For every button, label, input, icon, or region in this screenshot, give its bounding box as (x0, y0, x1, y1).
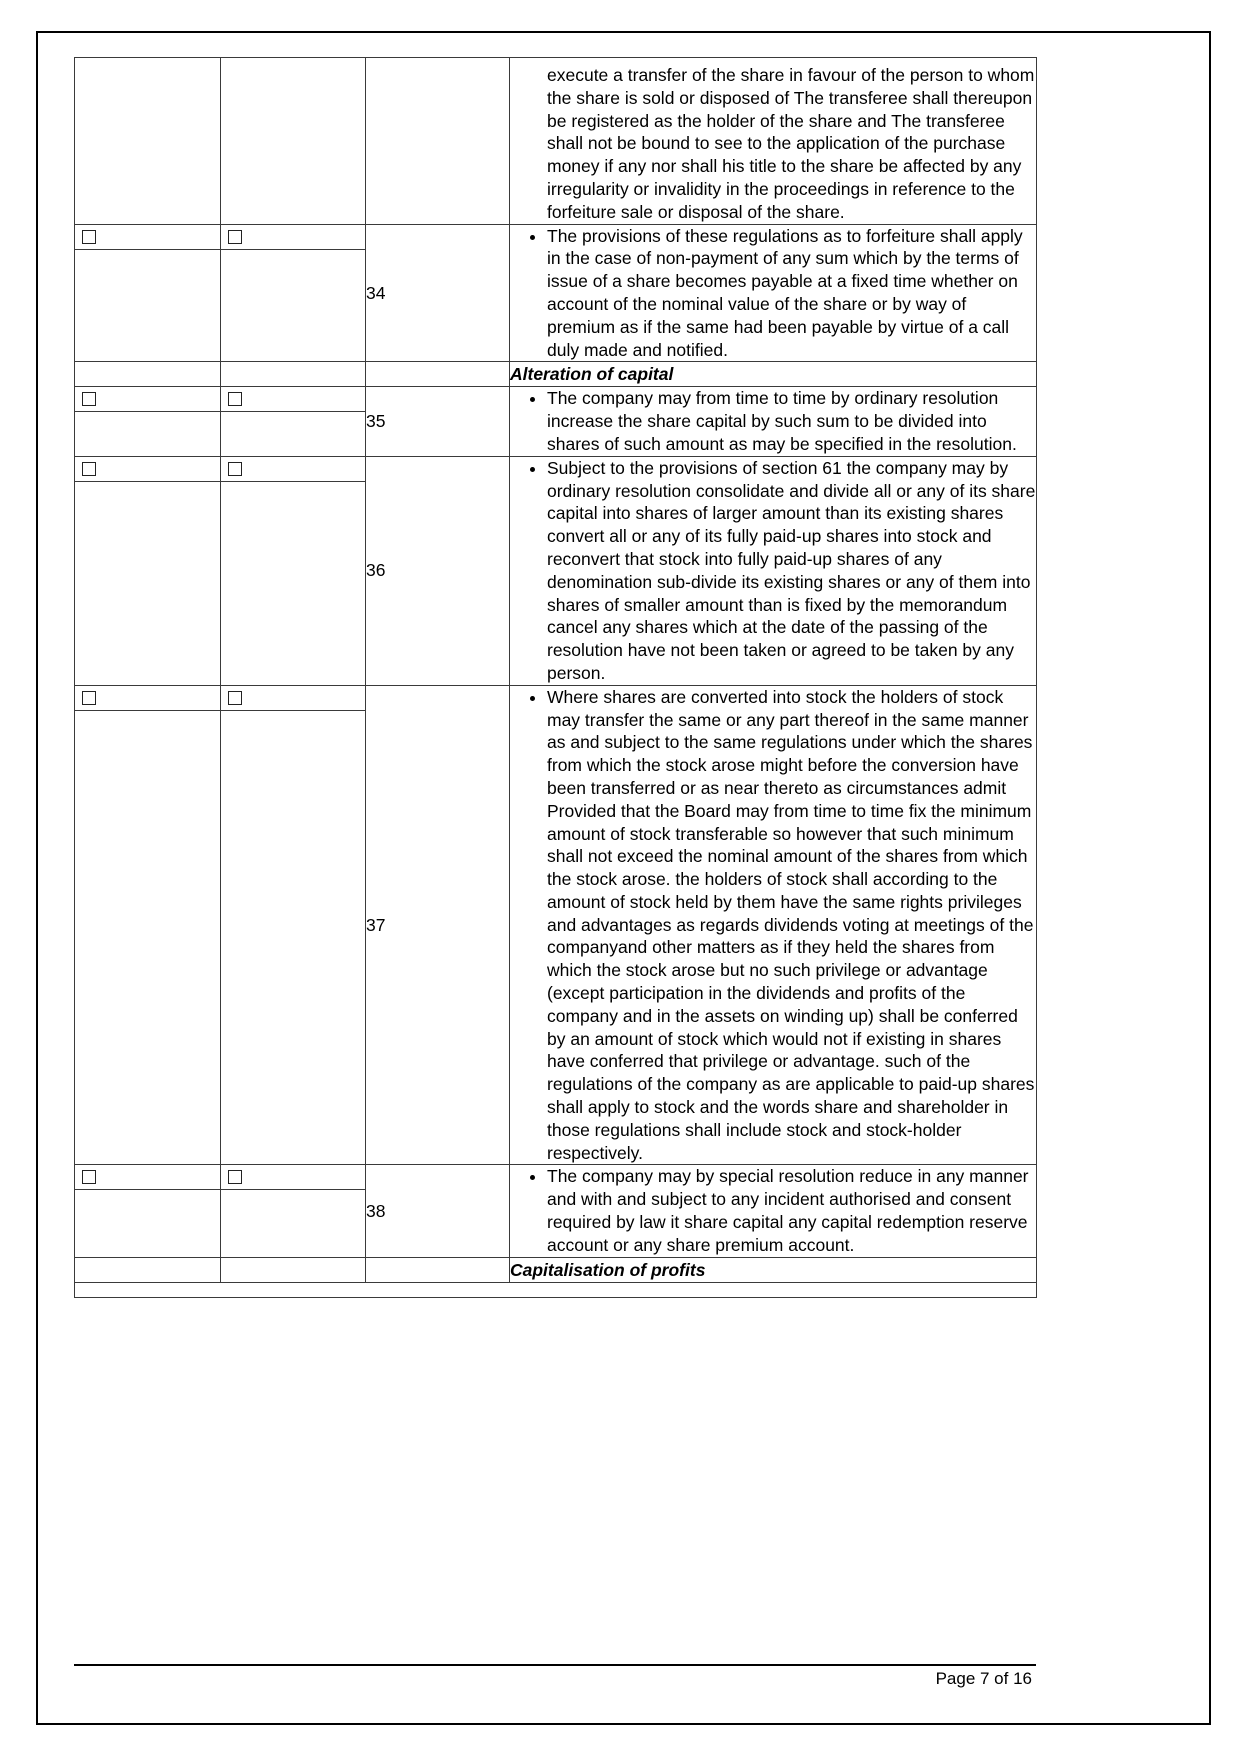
list-item: • Where shares are converted into stock the holders of stock may transfer the same or any part thereof in the same manner as and subject to the same regulations under which the shares from which the stock arose might before the conversion have been transferred or as near thereto as circumstances admit Provided that the Board may from time to time fix the minimum amount of stock transferable so however that such minimum shall not exceed the nominal amount of the shares from which the stock arose. the holders of stock shall according to the amount of stock held by them have the same rights privileges and advantages as regards dividends voting at meetings of the companyand other matters as if they held the shares from which the stock arose but no such privilege or advantage (except participation in the dividends and profits of the company and in the assets on winding up) shall be conferred by an amount of stock which would not if existing in shares have conferred that privilege or advantage. such of the regulations of the company as are applicable to paid-up shares shall apply to stock and the words share and shareholder in those regulations shall include stock and stock-holder respectively. (547, 686, 1036, 1165)
checkbox-cell-left (75, 362, 221, 387)
clause-text-cell (510, 685, 1037, 1165)
checkbox-icon[interactable] (82, 392, 96, 406)
table-row (75, 456, 1037, 685)
checkbox-icon[interactable] (82, 1170, 96, 1184)
articles-table (74, 57, 1037, 1298)
table-row (75, 1165, 1037, 1257)
clause-number: 38 (366, 1165, 510, 1257)
checkbox-band-left (75, 457, 220, 482)
clause-bullet-list (510, 1165, 1036, 1256)
checkbox-icon[interactable] (228, 462, 242, 476)
checkbox-cell-left (75, 1257, 221, 1282)
table-row (75, 224, 1037, 362)
clause-text-cell (510, 456, 1037, 685)
checkbox-cell-left (75, 685, 221, 1165)
checkbox-icon[interactable] (228, 691, 242, 705)
checkbox-icon[interactable] (82, 230, 96, 244)
checkbox-cell-right (221, 1165, 366, 1257)
checkbox-cell-left (75, 387, 221, 456)
page-footer (74, 1664, 1036, 1689)
table-row-spacer (75, 1282, 1037, 1297)
checkbox-icon[interactable] (228, 1170, 242, 1184)
clause-text-cell (510, 387, 1037, 456)
clause-bullet-list (510, 457, 1036, 685)
checkbox-band-left (75, 225, 220, 250)
list-item: • The company may by special resolution reduce in any manner and with and subject to any incident authorised and consent required by law it share capital any capital redemption reserve account or any share premium account. (547, 1165, 1036, 1256)
list-item: • The company may from time to time by ordinary resolution increase the share capital by such sum to be divided into shares of such amount as may be specified in the resolution. (547, 387, 1036, 455)
checkbox-cell-right (221, 685, 366, 1165)
checkbox-band-left (75, 1165, 220, 1190)
table-row (75, 1257, 1037, 1282)
checkbox-band-right (221, 457, 365, 482)
clause-number: 35 (366, 387, 510, 456)
checkbox-icon[interactable] (228, 230, 242, 244)
checkbox-cell-right (221, 387, 366, 456)
checkbox-icon[interactable] (228, 392, 242, 406)
checkbox-band-right (221, 686, 365, 711)
clause-number: 34 (366, 224, 510, 362)
clause-bullet-list (510, 387, 1036, 455)
checkbox-band-right (221, 1165, 365, 1190)
checkbox-band-right (221, 225, 365, 250)
checkbox-cell-left (75, 1165, 221, 1257)
checkbox-cell-right (221, 58, 366, 225)
checkbox-cell-right (221, 456, 366, 685)
checkbox-icon[interactable] (82, 691, 96, 705)
checkbox-cell-right (221, 224, 366, 362)
clause-bullet-list (510, 686, 1036, 1165)
checkbox-band-left (75, 686, 220, 711)
page-content (74, 57, 1036, 1298)
clause-number: 36 (366, 456, 510, 685)
clause-number: 37 (366, 685, 510, 1165)
checkbox-icon[interactable] (82, 462, 96, 476)
table-row (75, 387, 1037, 456)
clause-paragraph: execute a transfer of the share in favour of the person to whom the share is sold or disposed of The transferee shall thereupon be registered as the holder of the share and The transferee shall not be bound to see to the application of the purchase money if any nor shall his title to the share be affected by any irregularity or invalidity in the proceedings in reference to the forfeiture sale or disposal of the share. (547, 65, 1035, 222)
clause-number (366, 1257, 510, 1282)
clause-text-cell (510, 224, 1037, 362)
clause-number (366, 362, 510, 387)
table-row (75, 58, 1037, 225)
section-heading: Alteration of capital (510, 362, 1037, 387)
checkbox-cell-left (75, 224, 221, 362)
table-row (75, 685, 1037, 1165)
checkbox-band-right (221, 387, 365, 412)
checkbox-cell-right (221, 362, 366, 387)
clause-number (366, 58, 510, 225)
checkbox-cell-left (75, 58, 221, 225)
checkbox-cell-right (221, 1257, 366, 1282)
clause-bullet-list (510, 225, 1036, 362)
clause-text-cell (510, 1165, 1037, 1257)
section-heading: Capitalisation of profits (510, 1257, 1037, 1282)
list-item: • Subject to the provisions of section 61 the company may by ordinary resolution consolidate and divide all or any of its share capital into shares of larger amount than its existing shares convert all or any of its fully paid-up shares into stock and reconvert that stock into fully paid-up shares of any denomination sub-divide its existing shares or any of them into shares of smaller amount than is fixed by the memorandum cancel any shares which at the date of the passing of the resolution have not been taken or agreed to be taken by any person. (547, 457, 1036, 685)
spacer-cell (75, 1282, 1037, 1297)
checkbox-band-left (75, 387, 220, 412)
clause-text-cell (510, 58, 1037, 225)
checkbox-cell-left (75, 456, 221, 685)
table-row (75, 362, 1037, 387)
page-number-label: Page 7 of 16 (935, 1669, 1032, 1688)
list-item: • The provisions of these regulations as to forfeiture shall apply in the case of non-payment of any sum which by the terms of issue of a share becomes payable at a fixed time whether on account of the nominal value of the share or by way of premium as if the same had been payable by virtue of a call duly made and notified. (547, 225, 1036, 362)
